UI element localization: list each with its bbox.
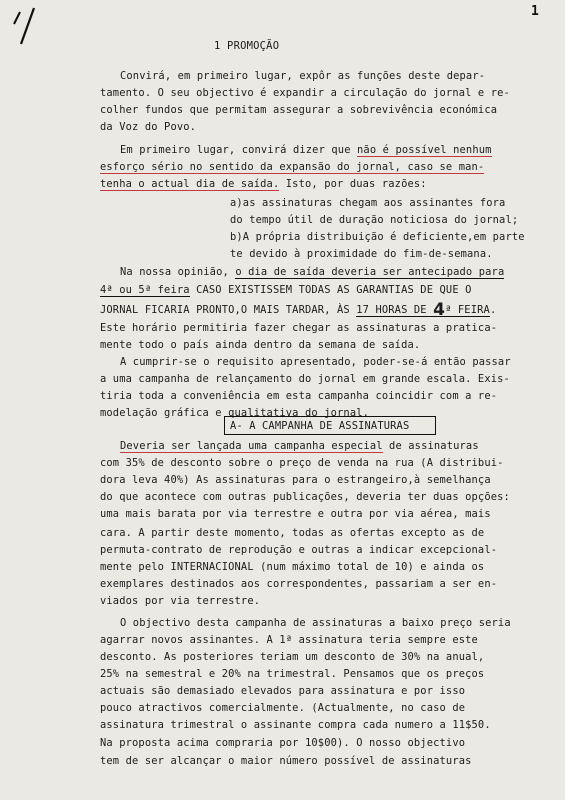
section-heading: 1 PROMOÇÃO [214,40,280,52]
text-line [100,161,484,173]
text-line: dora leva 40%) As assinaturas para o estrangeiro,à semelhança [100,474,491,486]
text-line: actuais são demasiado elevados para assinatura e por isso [100,685,466,697]
list-item-a-cont: do tempo útil de duração noticiosa do jornal; [230,214,519,226]
text-line [100,300,497,320]
text-line: com 35% de desconto sobre o preço de venda na rua (A distribui- [100,457,504,469]
text-line: agarrar novos assinantes. A 1ª assinatura teria sempre este [100,634,478,646]
text-line: viados por via terrestre. [100,595,261,607]
list-item-b-cont: te devido à proximidade do fim-de-semana. [230,248,493,260]
page-number: 1 [531,4,539,19]
text-line [120,144,492,156]
text-line: a uma campanha de relançamento do jornal em grande escala. Exis- [100,373,510,385]
text-span: . [489,304,497,316]
text-line: exemplares destinados aos correspondentes, passariam a ser en- [100,578,498,590]
list-item-b: b)A própria distribuição é deficiente,em parte [230,231,525,243]
text-line: mente todo o país ainda dentro da semana de saída. [100,339,421,351]
handwritten-slash-mark [10,2,40,48]
underlined-text: Deveria ser lançada uma campanha especial [120,440,383,452]
text-line: 25% na semestral e 20% na trimestral. Pensamos que os preços [100,668,485,680]
text-line: Este horário permitiria fazer chegar as assinaturas a pratica- [100,322,498,334]
text-line: Na proposta acima compraria por 10$00). O nosso objectivo [100,737,466,749]
text-span: ª FEIRA [445,304,490,316]
text-line: tamento. O seu objectivo é expandir a circulação do jornal e re- [100,87,510,99]
text-line: assinatura trimestral o assinante compra cada numero a 11$50. [100,719,491,731]
text-line: pouco atractivos comercialmente. (Actualmente, no caso de [100,702,466,714]
text-line: colher fundos que permitam assegurar a sobrevivência económica [100,104,498,116]
text-span: JORNAL FICARIA PRONTO,O MAIS TARDAR, ÀS [100,304,357,316]
underlined-text: o dia de saída deveria ser antecipado para [235,266,505,278]
text-line: A cumprir-se o requisito apresentado, poder-se-á então passar [120,356,511,368]
underlined-text: esforço sério no sentido da expansão do jornal, caso se man- [100,161,485,173]
text-line: permuta-contrato de reprodução e outras a indicar excepcional- [100,544,498,556]
text-span: 17 HORAS DE [356,304,434,316]
text-line [120,266,504,278]
text-span: Isto, por duas razões: [279,178,427,190]
underlined-text: tenha o actual dia de saída. [100,178,280,190]
text-span: de assinaturas [382,440,479,452]
text-line [120,440,479,452]
text-line: da Voz do Povo. [100,121,197,133]
text-line: tem de ser alcançar o maior número possível de assinaturas [100,755,472,767]
text-line [100,178,427,190]
handwritten-digit: 4 [433,300,446,320]
text-line: tiria toda a conveniência em esta campanha coincidir com a re- [100,390,498,402]
list-item-a: a)as assinaturas chegam aos assinantes fora [230,197,506,209]
underlined-text [356,300,490,320]
text-line: Convirá, em primeiro lugar, expôr as funções deste depar- [120,70,486,82]
text-span: Em primeiro lugar, convirá dizer que [120,144,358,156]
text-span: CASO EXISTISSEM TODAS AS GARANTIAS DE QUE O [189,284,472,296]
underlined-text: 4ª ou 5ª feira [100,284,190,296]
text-line: modelação gráfica e qualitativa do jornal. [100,407,370,419]
text-line: O objectivo desta campanha de assinaturas a baixo preço seria [120,617,511,629]
underlined-text: não é possível nenhum [357,144,492,156]
text-span: Na nossa opinião, [120,266,236,278]
text-line: cara. A partir deste momento, todas as ofertas excepto as de [100,527,485,539]
text-line: uma mais barata por via terrestre e outra por via aérea, mais [100,508,491,520]
text-line [100,284,472,296]
text-line: do que acontece com outras publicações, deveria ter duas opções: [100,491,510,503]
text-line: desconto. As posteriores teriam um desconto de 30% na anual, [100,651,485,663]
section-box-label: A- A CAMPANHA DE ASSINATURAS [230,420,410,432]
text-line: mente pelo INTERNACIONAL (num máximo total de 10) e ainda os [100,561,485,573]
